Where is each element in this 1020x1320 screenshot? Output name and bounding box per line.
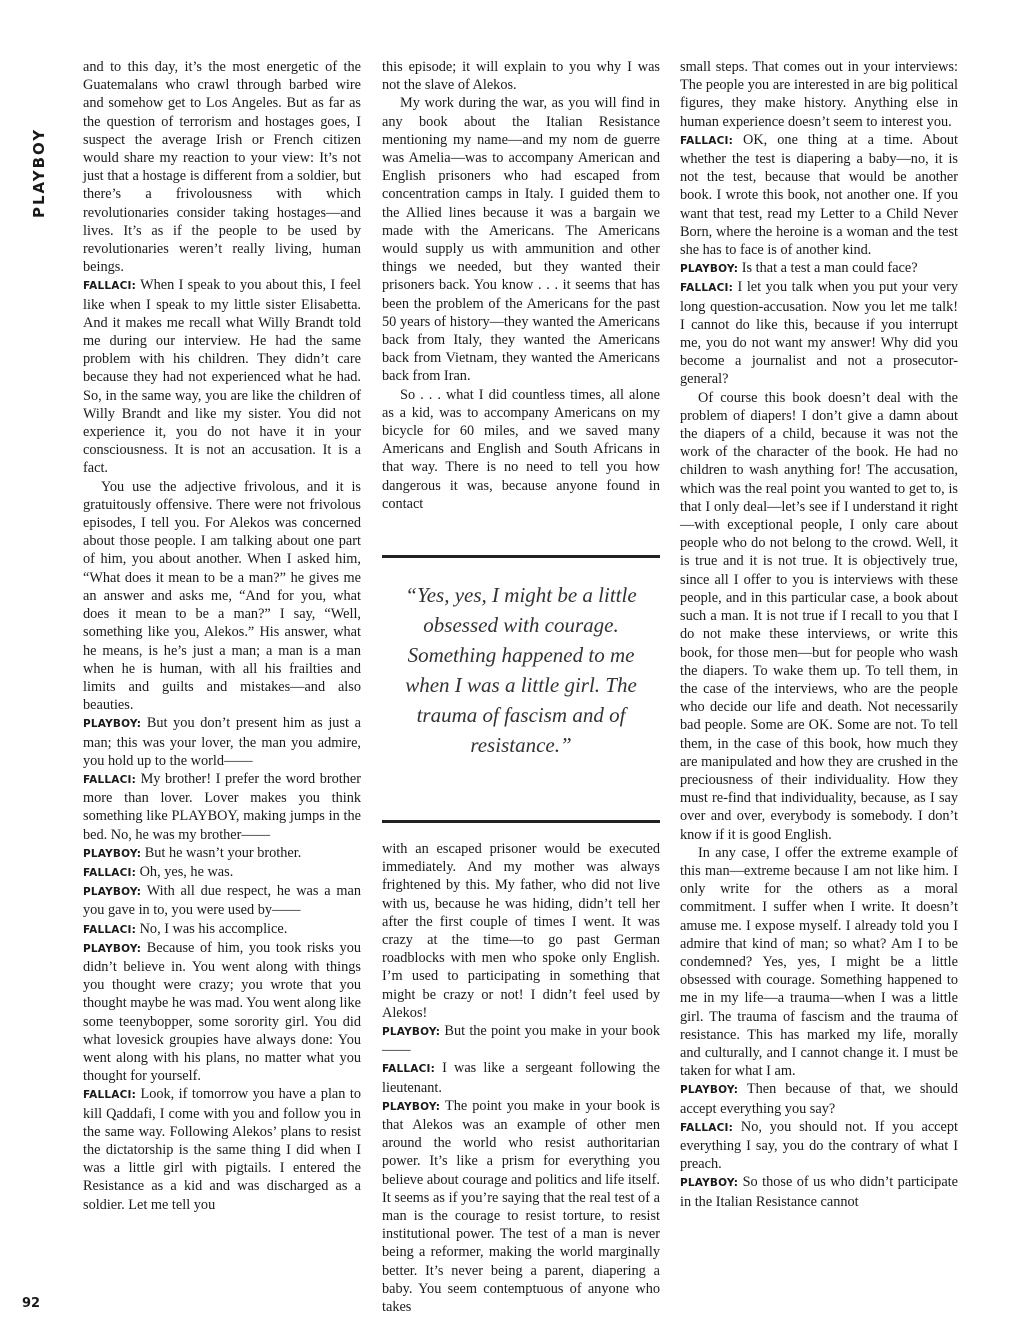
paragraph-text: My work during the war, as you will find in any book about the Italian Resistance mentioning my name—and my nom de guerre was Amelia—was to accompany American and English prisoners who had escaped from concentration camps in Italy. I guided them to the Allied lines because it was a bargain we made with the Americans. The Americans would supply us with ammunition and other things we needed, but they wanted their prisoners back. You know . . . it seems that has been the problem of the Americans for the past 50 years of history—they wanted the Americans back from Italy, they wanted the Americans back from Vietnam, they wanted the Americans back from Iran.: [382, 95, 660, 385]
paragraph: [680, 1080, 958, 1117]
paragraph: [382, 94, 660, 385]
paragraph-text: No, I was his accomplice.: [136, 920, 288, 937]
paragraph: [382, 386, 660, 513]
paragraph: [680, 259, 958, 278]
speaker-label: PLAYBOY:: [83, 718, 142, 731]
paragraph-text: You use the adjective frivolous, and it is gratuitously offensive. There were not frivolous episodes, I tell you. For Alekos was concerned about those people. I am talking about one part of him, you about another. When I asked him, “What does it mean to be a man?” he gives me an answer and asks me, “And for you, what does it mean to be a man?” I say, “Well, something like you, Alekos.” His answer, what he means, is he’s just a man; a man is a man when he is human, with all his frailties and limits and guilts and mistakes—and also beauties.: [83, 478, 361, 714]
paragraph-text: with an escaped prisoner would be executed immediately. And my mother was always frightened by this. My father, who did not live with us, because he was hiding, didn’t tell her after the first couple of times I went. It was crazy at the time—to go past German roadblocks with men who spoke only English. I’m used to participating in something that might be crazy or not! I didn’t feel used by Alekos!: [382, 841, 660, 1021]
speaker-label: FALLACI:: [83, 1089, 137, 1102]
paragraph: [680, 1173, 958, 1210]
paragraph: [680, 1118, 958, 1174]
paragraph: [83, 939, 361, 1086]
paragraph-text: I was like a sergeant following the lieutenant.: [382, 1060, 660, 1096]
paragraph-text: But he wasn’t your brother.: [141, 844, 302, 861]
paragraph: [382, 840, 660, 1022]
speaker-label: FALLACI:: [83, 923, 137, 936]
speaker-label: FALLACI:: [680, 134, 734, 147]
column-2-top: [382, 58, 660, 513]
speaker-label: FALLACI:: [83, 773, 137, 786]
paragraph: [382, 1022, 660, 1059]
speaker-label: PLAYBOY:: [83, 942, 142, 955]
paragraph-text: My brother! I prefer the word brother more than lover. Lover makes you think something like PLAYBOY, making jumps in the bed. No, he was my brother——: [83, 770, 361, 843]
column-3: [680, 58, 958, 1211]
paragraph: [83, 478, 361, 715]
paragraph-text: With all due respect, he was a man you gave in to, you were used by——: [83, 883, 361, 919]
speaker-label: PLAYBOY:: [382, 1026, 441, 1039]
speaker-label: FALLACI:: [83, 280, 137, 293]
paragraph: [83, 863, 361, 882]
speaker-label: PLAYBOY:: [680, 1084, 739, 1097]
speaker-label: FALLACI:: [83, 866, 137, 879]
paragraph-text: small steps. That comes out in your interviews: The people you are interested in are big political figures, they make history. Anything else in human experience doesn’t seem to interest you.: [680, 59, 958, 130]
paragraph: [382, 58, 660, 94]
paragraph: [83, 714, 361, 770]
paragraph: [680, 389, 958, 844]
paragraph-text: Look, if tomorrow you have a plan to kill Qaddafi, I come with you and follow you in the same way. Following Alekos’ plans to resist the dictatorship is the same thing I did when I was a little girl with pigtails. I entered the Resistance as a kid and was discharged as a soldier. Let me tell you: [83, 1086, 361, 1213]
paragraph-text: When I speak to you about this, I feel like when I speak to my little sister Elisabetta. And it makes me recall what Willy Brandt told me during our interview. He had the same problem with his children. They didn’t care because they had not experienced what he had. So, in the same way, you are like the children of Willy Brandt and like my sister. You did not experience it, you do not have it in your consciousness. It is not an accusation. It is a fact.: [83, 277, 361, 477]
paragraph-text: and to this day, it’s the most energetic of the Guatemalans who crawl through barbed wire and somehow get to Los Angeles. But as far as the question of terrorism and hostages goes, I suspect the average Irish or French citizen would share my reaction to your view: It’s not just that a hostage is different from a soldier, but there’s a frivolousness with which revolutionaries consider taking hostages—and lives. It’s as if the people to be used by revolutionaries weren’t really living, human beings.: [83, 59, 361, 276]
paragraph: [83, 844, 361, 863]
column-1: [83, 58, 361, 1214]
paragraph-text: Is that a test a man could face?: [738, 260, 918, 277]
paragraph: [680, 278, 958, 388]
paragraph-text: I let you talk when you put your very long question-accusation. Now you let me talk! I cannot do like this, because if you interrupt me, you do not want my answer! Why did you become a journalist and not a prosecutor-general?: [680, 279, 958, 388]
paragraph-text: Of course this book doesn’t deal with the problem of diapers! I don’t give a damn about the diapers of a child, because it was not the work of the character of the book. He had no children to wash anything for! The accusation, which was the real point you wanted to get to, is that I only deal—let’s see if I understand it right—with exceptional people, I only care about people who do not belong to the crowd. Well, it is true and it is not true. It is objectively true, since all I offer to you is interviews with these people, and in this particular case, a book about such a man. It is not true if I recall to you that I do not make these interviews, or write this book, for those men—but for people who wash the diapers. To wake them up. To tell them, in the case of the interviews, who are the people who decide our life and death. Not necessarily bad people. Some are OK. Some are not. To tell them, in the case of this book, how much they are manipulated and how they are crushed in the preciousness of their individuality. How they must re-find that individuality, because, as I say over and over, everybody is somebody. I don’t know if it is good English.: [680, 389, 958, 843]
speaker-label: FALLACI:: [680, 1121, 734, 1134]
paragraph-text: So those of us who didn’t participate in the Italian Resistance cannot: [680, 1174, 958, 1210]
speaker-label: PLAYBOY:: [83, 847, 142, 860]
paragraph-text: But the point you make in your book——: [382, 1023, 660, 1059]
paragraph-text: Oh, yes, he was.: [136, 863, 234, 880]
speaker-label: PLAYBOY:: [680, 263, 739, 276]
paragraph: [83, 58, 361, 276]
paragraph-text: OK, one thing at a time. About whether the test is diapering a baby—no, it is not the test, because that would be another book. I wrote this book, not another one. If you want that test, read my Letter to a Child Never Born, where the heroine is a woman and the test she has to face is of another kind.: [680, 131, 958, 259]
column-2-bottom: [382, 840, 660, 1316]
paragraph: [83, 920, 361, 939]
paragraph-text: Because of him, you took risks you didn’t believe in. You went along with things you thought were crazy; you wrote that you thought maybe he was mad. You went along like some teenybopper, some sorority girl. You did what lovesick groupies have always done: You went along with his plans, no matter what you thought for yourself.: [83, 939, 361, 1085]
speaker-label: PLAYBOY:: [680, 1177, 739, 1190]
speaker-label: FALLACI:: [382, 1063, 436, 1076]
paragraph-text: So . . . what I did countless times, all alone as a kid, was to accompany Americans on my bicycle for 60 miles, and we saved many Americans and English and South Africans in that way. There is no need to tell you how dangerous it was, because anyone found in contact: [382, 386, 660, 512]
paragraph: [83, 770, 361, 844]
paragraph: [83, 1085, 361, 1213]
paragraph: [83, 882, 361, 919]
speaker-label: PLAYBOY:: [382, 1100, 441, 1113]
paragraph-text: The point you make in your book is that Alekos was an example of other men around the world who resist authoritarian power. It’s like a prism for everything you believe about courage and politics and life itself. It seems as if you’re saying that the real test of a man is the courage to resist torture, to resist institutional power. The test of a man is never being a reformer, making the world marginally better. It’s never being a parent, diapering a baby. You seem contemptuous of anyone who takes: [382, 1097, 660, 1316]
paragraph-text: this episode; it will explain to you why I was not the slave of Alekos.: [382, 59, 660, 94]
paragraph-text: No, you should not. If you accept everything I say, you do the contrary of what I preach.: [680, 1118, 958, 1173]
paragraph: [680, 844, 958, 1081]
paragraph: [680, 131, 958, 259]
paragraph: [680, 58, 958, 131]
speaker-label: FALLACI:: [680, 282, 734, 295]
pull-quote: “Yes, yes, I might be a little obsessed with courage. Something happened to me when I was a little girl. The trauma of fascism and of resistance.”: [382, 555, 660, 823]
paragraph: [382, 1097, 660, 1316]
paragraph-text: In any case, I offer the extreme example of this man—extreme because I am not like him. I only write for the others as a moral commitment. I suffer when I write. It doesn’t amuse me. I expose myself. I already told you I admire that kind of man; so what? Am I to be condemned? Yes, yes, I might be a little obsessed with courage. Something happened to me in my life—a trauma—when I was a little girl. The trauma of fascism and the trauma of resistance. This has marked my life, morally and culturally, and I cannot change it. I must be taken for what I am.: [680, 844, 958, 1080]
paragraph-text: But you don’t present him as just a man; this was your lover, the man you admire, you hold up to the world——: [83, 715, 361, 769]
page-number: 92: [22, 1296, 41, 1311]
paragraph: [382, 1059, 660, 1096]
paragraph-text: Then because of that, we should accept everything you say?: [680, 1081, 958, 1117]
paragraph: [83, 276, 361, 477]
speaker-label: PLAYBOY:: [83, 886, 142, 899]
